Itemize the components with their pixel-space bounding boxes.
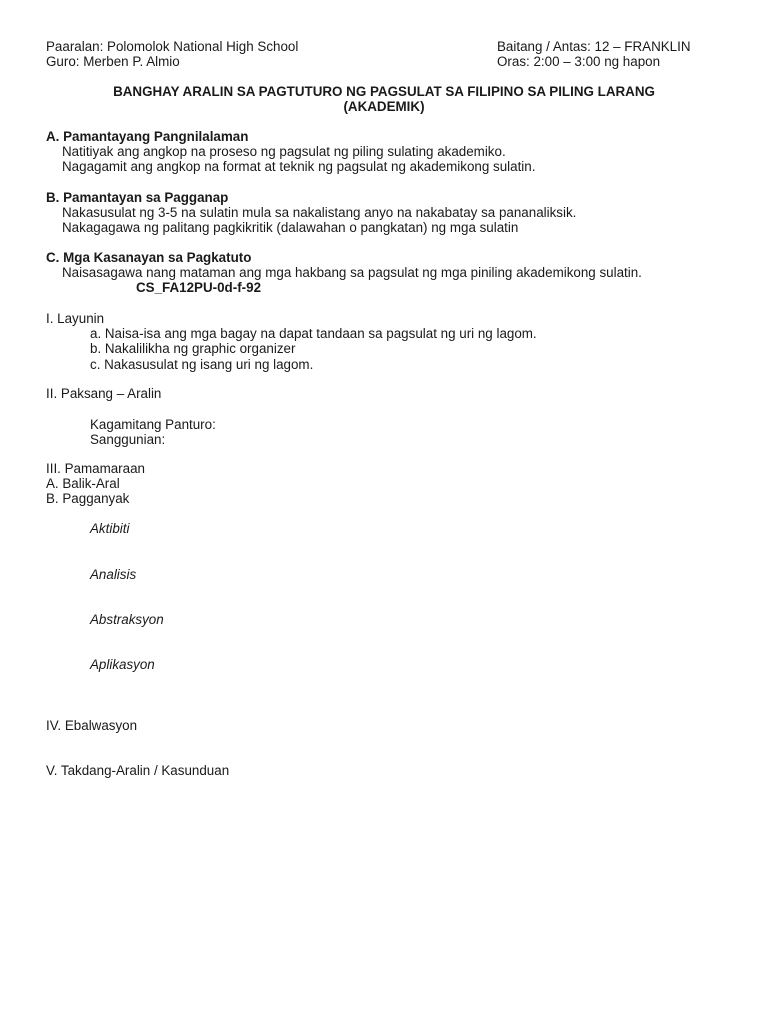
section-b-line: Nakasusulat ng 3-5 na sulatin mula sa nakalistang anyo na nakabatay sa pananaliksik. <box>62 205 577 220</box>
section-a-line: Nagagamit ang angkop na format at teknik ng pagsulat ng akademikong sulatin. <box>62 159 536 174</box>
aplikasyon-label: Aplikasyon <box>90 657 155 672</box>
takdang-aralin-heading: V. Takdang-Aralin / Kasunduan <box>46 763 230 778</box>
kagamitan-label: Kagamitang Panturo: <box>90 417 216 432</box>
layunin-item: c. Nakasusulat ng isang uri ng lagom. <box>90 357 314 372</box>
section-a-line: Natitiyak ang angkop na proseso ng pagsulat ng piling sulating akademiko. <box>62 144 506 159</box>
paksa-heading: II. Paksang – Aralin <box>46 386 162 401</box>
layunin-item: a. Naisa-isa ang mga bagay na dapat tandaan sa pagsulat ng uri ng lagom. <box>90 326 537 341</box>
competency-code: CS_FA12PU-0d-f-92 <box>136 280 262 295</box>
section-c-line: Naisasagawa nang mataman ang mga hakbang sa pagsulat ng mga piniling akademikong sulatin. <box>62 265 642 280</box>
document-title-line1: BANGHAY ARALIN SA PAGTUTURO NG PAGSULAT SA FILIPINO SA PILING LARANG <box>113 84 655 99</box>
analisis-label: Analisis <box>90 567 137 582</box>
section-b-line: Nakagagawa ng palitang pagkikritik (dalawahan o pangkatan) ng mga sulatin <box>62 220 519 235</box>
pamamaraan-heading: III. Pamamaraan <box>46 461 145 476</box>
balik-aral-label: A. Balik-Aral <box>46 476 120 491</box>
school-label: Paaralan: Polomolok National High School <box>46 39 299 54</box>
document-title-line2: (AKADEMIK) <box>343 99 425 114</box>
section-a-heading: A. Pamantayang Pangnilalaman <box>46 129 249 144</box>
section-b-heading: B. Pamantayan sa Pagganap <box>46 190 229 205</box>
grade-label: Baitang / Antas: 12 – FRANKLIN <box>497 39 691 54</box>
layunin-item: b. Nakalilikha ng graphic organizer <box>90 341 296 356</box>
teacher-label: Guro: Merben P. Almio <box>46 54 180 69</box>
ebalwasyon-heading: IV. Ebalwasyon <box>46 718 138 733</box>
section-c-heading: C. Mga Kasanayan sa Pagkatuto <box>46 250 252 265</box>
layunin-heading: I. Layunin <box>46 311 105 326</box>
time-label: Oras: 2:00 – 3:00 ng hapon <box>497 54 661 69</box>
sanggunian-label: Sanggunian: <box>90 432 166 447</box>
aktibiti-label: Aktibiti <box>90 521 130 536</box>
abstraksyon-label: Abstraksyon <box>90 612 164 627</box>
pagganyak-label: B. Pagganyak <box>46 491 130 506</box>
